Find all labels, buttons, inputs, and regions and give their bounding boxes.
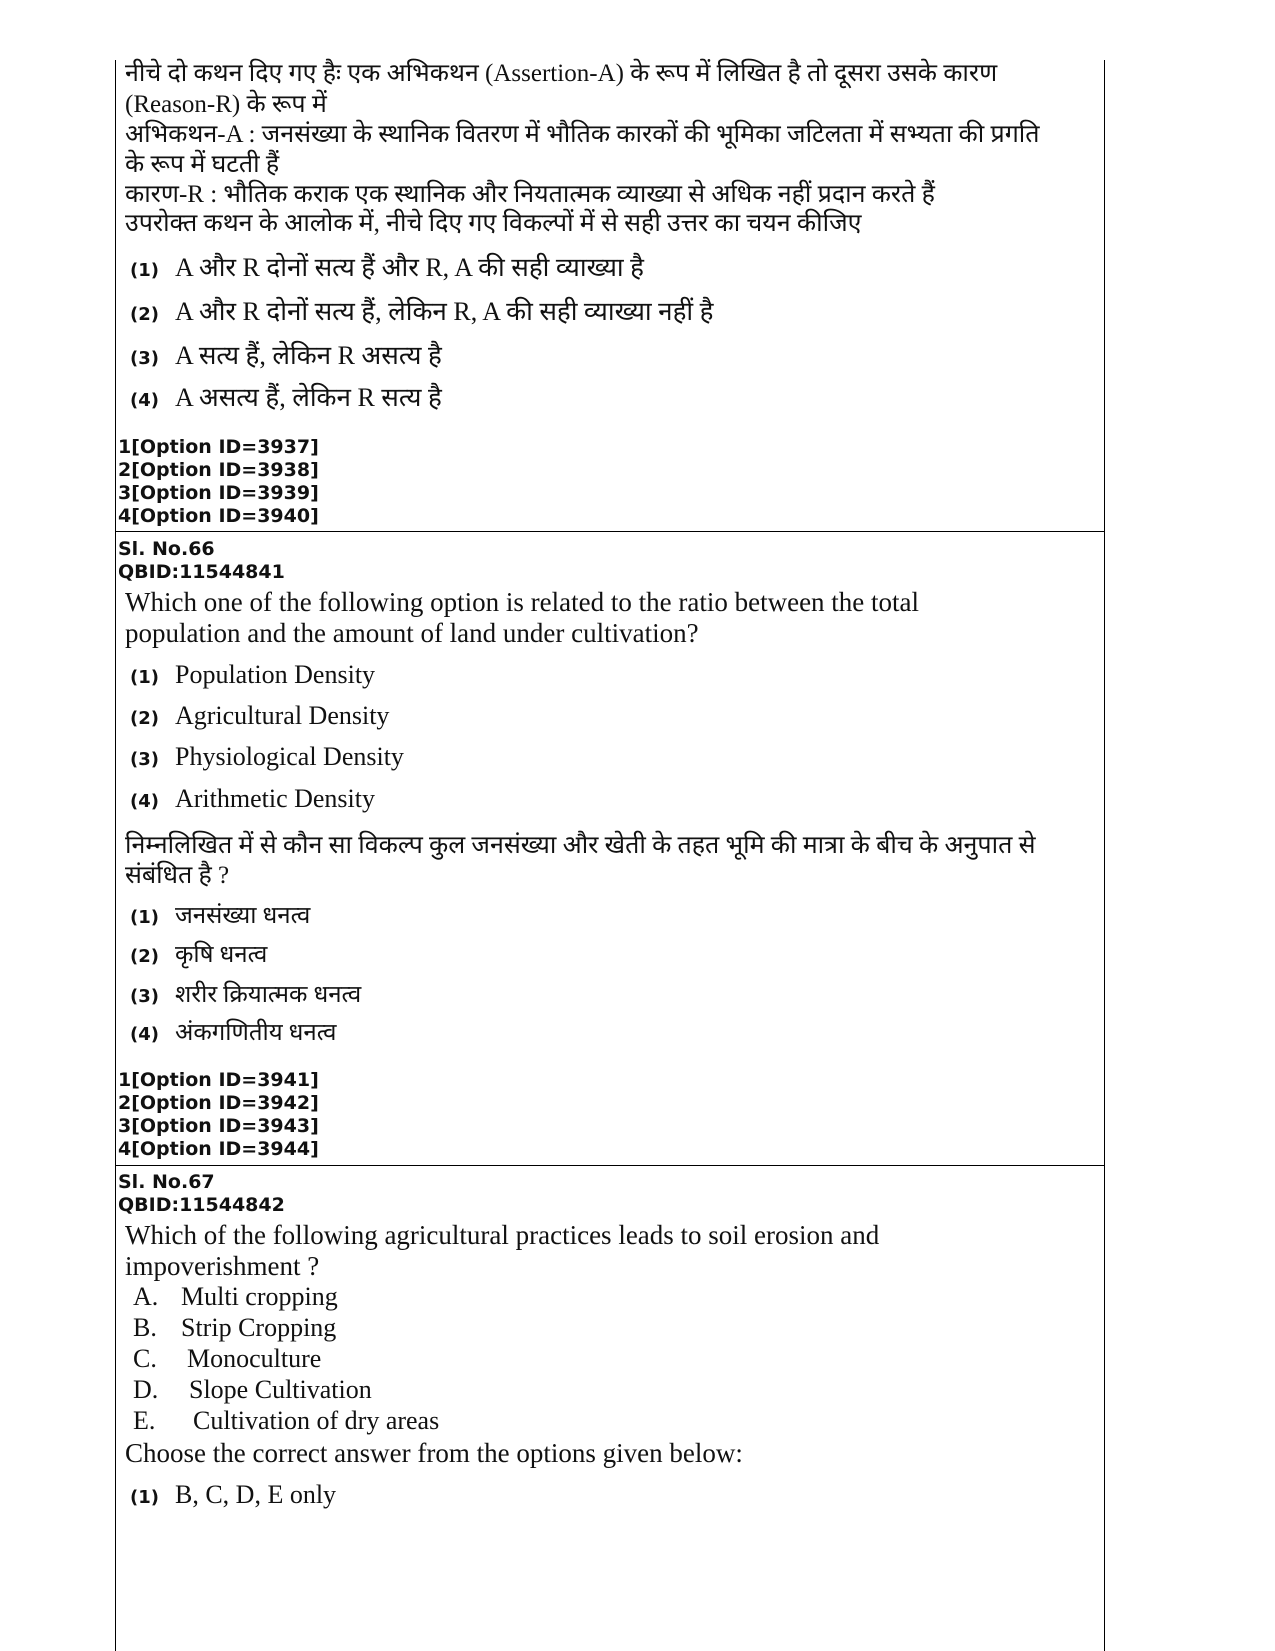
option-id-line: 2[Option ID=3938] xyxy=(118,459,319,481)
option-text: Arithmetic Density xyxy=(174,784,375,813)
option-id-line: 1[Option ID=3941] xyxy=(118,1069,319,1091)
list-item-text: Monoculture xyxy=(187,1344,322,1373)
list-item-label: B. xyxy=(133,1313,157,1342)
option-number: (4) xyxy=(130,1024,159,1045)
stem-line: population and the amount of land under cultivation? xyxy=(125,618,699,648)
option-id-line: 4[Option ID=3944] xyxy=(118,1138,319,1160)
stem-line: Which one of the following option is related to the ratio between the total xyxy=(125,587,920,617)
option-number: (1) xyxy=(130,667,159,688)
option-1 xyxy=(130,660,375,690)
option-3 xyxy=(130,336,442,372)
option-4 xyxy=(130,1015,336,1048)
list-item xyxy=(133,1344,321,1374)
stem-line: संबंधित है ? xyxy=(125,862,230,889)
option-id-line: 2[Option ID=3942] xyxy=(118,1092,319,1114)
option-id-line: 4[Option ID=3940] xyxy=(118,505,319,527)
option-1 xyxy=(130,248,644,284)
option-number: (4) xyxy=(130,791,159,812)
option-number: (4) xyxy=(130,390,159,411)
stem-line: कारण-R : भौतिक कराक एक स्थानिक और नियतात्मक व्याख्या से अधिक नहीं प्रदान करते हैं xyxy=(125,181,935,208)
option-text: A असत्य हैं, लेकिन R सत्य है xyxy=(174,383,442,412)
option-text: Physiological Density xyxy=(174,742,404,771)
question-65-option-ids xyxy=(118,436,319,528)
list-item-label: E. xyxy=(133,1406,156,1435)
stem-line: Which of the following agricultural practices leads to soil erosion and xyxy=(125,1220,880,1250)
list-item-label: A. xyxy=(133,1282,159,1311)
option-text: Agricultural Density xyxy=(174,701,390,730)
option-1 xyxy=(130,898,310,931)
option-text: अंकगणितीय धनत्व xyxy=(174,1020,337,1046)
list-item xyxy=(133,1313,336,1343)
option-number: (3) xyxy=(130,749,159,770)
option-text: A सत्य हैं, लेकिन R असत्य है xyxy=(174,341,442,370)
option-number: (2) xyxy=(130,708,159,729)
option-2 xyxy=(130,292,713,328)
option-number: (1) xyxy=(130,1487,159,1508)
option-text: A और R दोनों सत्य हैं और R, A की सही व्याख्या है xyxy=(174,253,644,282)
list-item xyxy=(133,1375,372,1405)
stem-line: अभिकथन-A : जनसंख्या के स्थानिक वितरण में भौतिक कारकों की भूमिका जटिलता में सभ्यता की प्रगति xyxy=(125,121,1040,148)
option-text: शरीर क्रियात्मक धनत्व xyxy=(174,982,362,1008)
option-4 xyxy=(130,378,442,414)
option-number: (3) xyxy=(130,348,159,369)
option-text: जनसंख्या धनत्व xyxy=(174,903,311,929)
stem-line: (Reason-R) के रूप में xyxy=(125,91,327,118)
list-item-text: Strip Cropping xyxy=(181,1313,337,1342)
question-66-option-ids xyxy=(118,1069,319,1161)
option-4 xyxy=(130,784,375,814)
question-67-header xyxy=(118,1171,285,1217)
question-67-instruction: Choose the correct answer from the options given below: xyxy=(125,1438,743,1468)
option-number: (1) xyxy=(130,260,159,281)
option-number: (1) xyxy=(130,907,159,928)
stem-line: निम्नलिखित में से कौन सा विकल्प कुल जनसंख्या और खेती के तहत भूमि की मात्रा के बीच के अनुपात से xyxy=(125,832,1036,859)
list-item xyxy=(133,1282,338,1312)
stem-line: impoverishment ? xyxy=(125,1251,320,1281)
stem-line: नीचे दो कथन दिए गए हैः एक अभिकथन (Assertion-A) के रूप में लिखित है तो दूसरा उसके कारण xyxy=(125,60,998,87)
option-3 xyxy=(130,742,404,772)
option-2 xyxy=(130,937,267,970)
row-divider xyxy=(115,1165,1105,1166)
option-text: B, C, D, E only xyxy=(174,1480,337,1509)
qbid: QBID:11544841 xyxy=(118,561,285,583)
option-text: Population Density xyxy=(174,660,376,689)
serial-number: Sl. No.66 xyxy=(118,538,215,560)
option-number: (2) xyxy=(130,304,159,325)
list-item-label: C. xyxy=(133,1344,157,1373)
list-item-text: Cultivation of dry areas xyxy=(193,1406,440,1435)
serial-number: Sl. No.67 xyxy=(118,1171,215,1193)
list-item-label: D. xyxy=(133,1375,159,1404)
option-number: (2) xyxy=(130,946,159,967)
option-1 xyxy=(130,1480,336,1510)
qbid: QBID:11544842 xyxy=(118,1194,285,1216)
list-item-text: Multi cropping xyxy=(181,1282,338,1311)
list-item xyxy=(133,1406,439,1436)
list-item-text: Slope Cultivation xyxy=(189,1375,372,1404)
option-id-line: 3[Option ID=3939] xyxy=(118,482,319,504)
question-66-header xyxy=(118,538,285,584)
stem-line: के रूप में घटती हैं xyxy=(125,151,280,178)
option-text: कृषि धनत्व xyxy=(174,942,268,968)
option-id-line: 1[Option ID=3937] xyxy=(118,436,319,458)
row-divider xyxy=(115,531,1105,532)
option-2 xyxy=(130,701,389,731)
option-3 xyxy=(130,977,361,1010)
option-text: A और R दोनों सत्य हैं, लेकिन R, A की सही व्याख्या नहीं है xyxy=(174,297,714,326)
stem-line: उपरोक्त कथन के आलोक में, नीचे दिए गए विकल्पों में से सही उत्तर का चयन कीजिए xyxy=(125,210,862,237)
option-number: (3) xyxy=(130,986,159,1007)
option-id-line: 3[Option ID=3943] xyxy=(118,1115,319,1137)
